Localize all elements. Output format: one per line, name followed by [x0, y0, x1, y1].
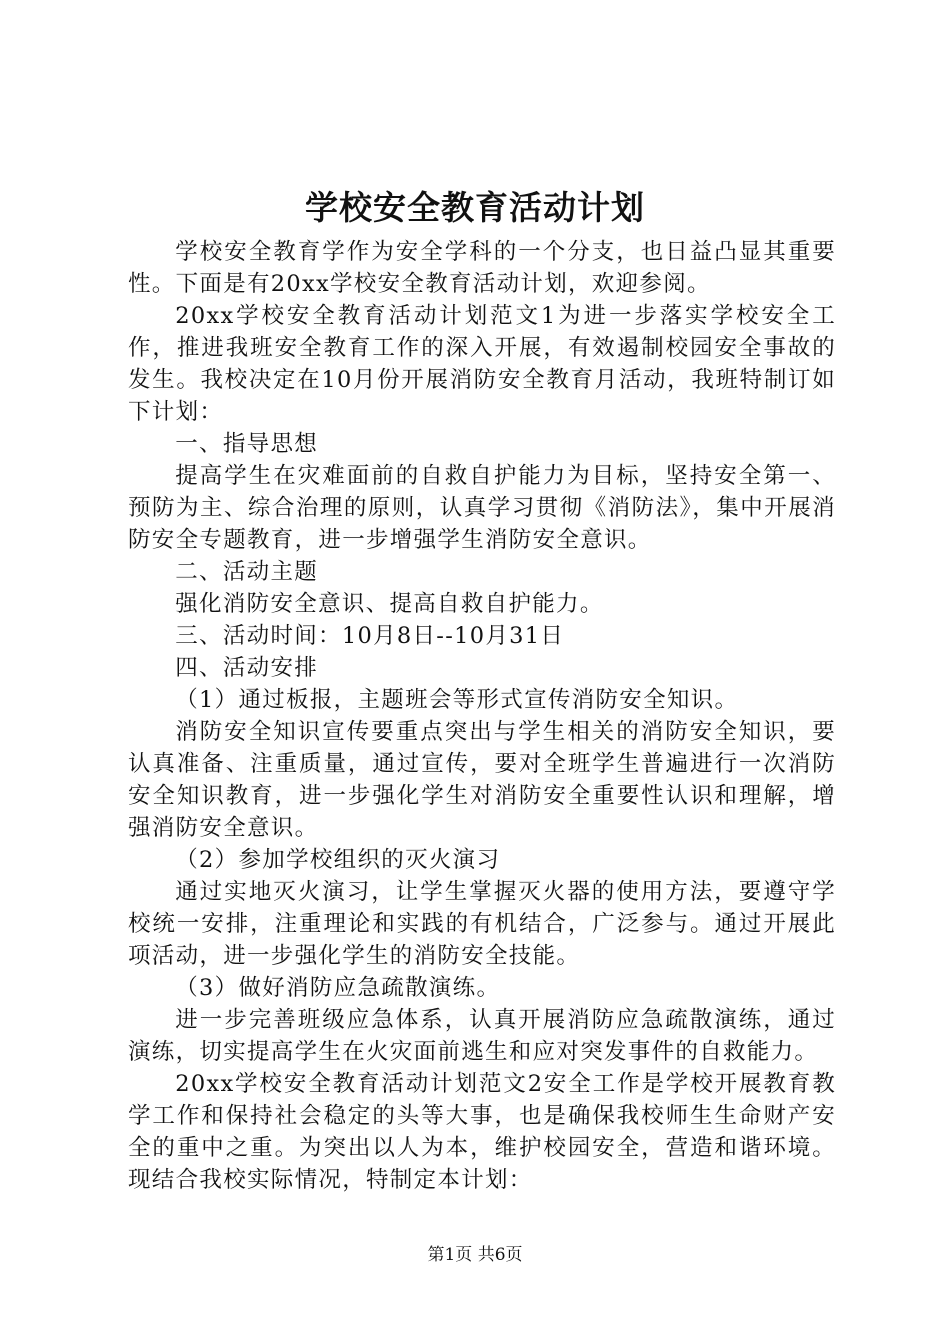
page-footer: 第1页 共6页: [427, 1245, 523, 1265]
heading-guiding-thought: 一、指导思想: [175, 431, 319, 457]
item-3-heading: （3）做好消防应急疏散演练。: [175, 975, 501, 1001]
item-2-heading: （2）参加学校组织的灭火演习: [175, 847, 501, 873]
item-1-heading: （1）通过板报，主题班会等形式宣传消防安全知识。: [175, 687, 739, 713]
heading-activity-arrangement: 四、活动安排: [175, 655, 319, 681]
heading-activity-time: 三、活动时间：10月8日--10月31日: [175, 623, 565, 649]
paragraph-activity-theme: 强化消防安全意识、提高自救自护能力。: [175, 591, 604, 617]
paragraph-intro: 学校安全教育学作为安全学科的一个分支，也日益凸显其重要性。下面是有20xx学校安全教育活动计划，欢迎参阅。: [128, 239, 836, 297]
item-3-text: 进一步完善班级应急体系，认真开展消防应急疏散演练，通过演练，切实提高学生在火灾面前逃生和应对突发事件的自救能力。: [128, 1007, 836, 1065]
document-title: 学校安全教育活动计划: [305, 188, 645, 227]
paragraph-sample-1-intro: 20xx学校安全教育活动计划范文1为进一步落实学校安全工作，推进我班安全教育工作的深入开展，有效遏制校园安全事故的发生。我校决定在10月份开展消防安全教育月活动，我班特制订如下计划：: [128, 303, 836, 425]
paragraph-sample-2-intro: 20xx学校安全教育活动计划范文2安全工作是学校开展教育教学工作和保持社会稳定的头等大事，也是确保我校师生生命财产安全的重中之重。为突出以人为本，维护校园安全，营造和谐环境。现结合我校实际情况，特制定本计划：: [128, 1071, 836, 1193]
document-body: [128, 236, 836, 1196]
paragraph-guiding-thought: 提高学生在灾难面前的自救自护能力为目标，坚持安全第一、预防为主、综合治理的原则，认真学习贯彻《消防法》，集中开展消防安全专题教育，进一步增强学生消防安全意识。: [128, 463, 836, 553]
item-2-text: 通过实地灭火演习，让学生掌握灭火器的使用方法，要遵守学校统一安排，注重理论和实践的有机结合，广泛参与。通过开展此项活动，进一步强化学生的消防安全技能。: [128, 879, 836, 969]
item-1-text: 消防安全知识宣传要重点突出与学生相关的消防安全知识，要认真准备、注重质量，通过宣传，要对全班学生普遍进行一次消防安全知识教育，进一步强化学生对消防安全重要性认识和理解，增强消防安全意识。: [128, 719, 836, 841]
heading-activity-theme: 二、活动主题: [175, 559, 319, 585]
